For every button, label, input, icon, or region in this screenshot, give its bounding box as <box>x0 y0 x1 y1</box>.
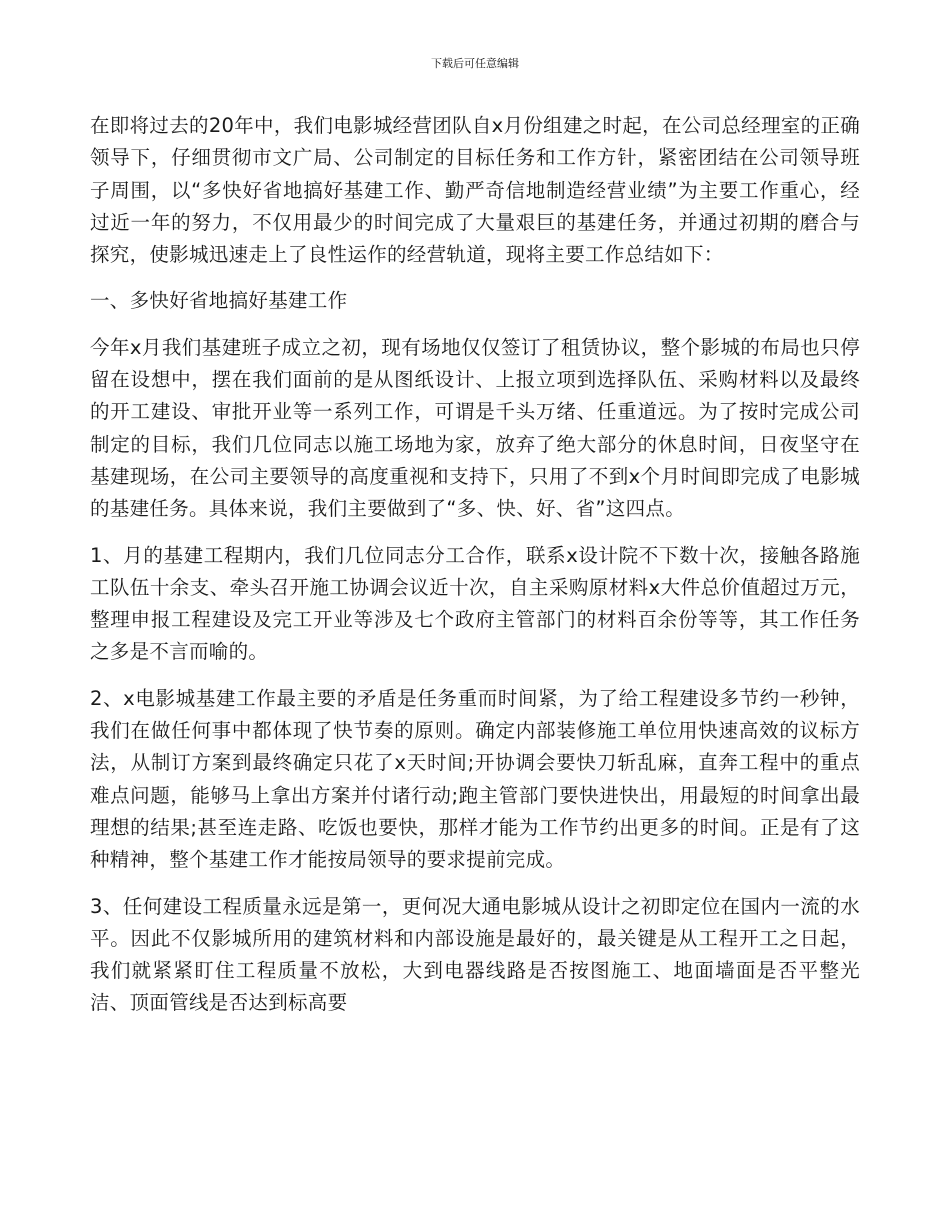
list-item-3: 3、任何建设工程质量永远是第一，更何况大通电影城从设计之初即定位在国内一流的水平。因此不仅影城所用的建筑材料和内部设施是最好的，最关键是从工程开工之日起，我们就紧紧盯住工程质量不放松，大到电器线路是否按图施工、地面墙面是否平整光洁、顶面管线是否达到标高要 <box>90 894 860 1015</box>
list-item-2: 2、x电影城基建工作最主要的矛盾是任务重而时间紧，为了给工程建设多节约一秒钟，我们在做任何事中都体现了快节奏的原则。确定内部装修施工单位用快速高效的议标方法，从制订方案到最终确定只花了x天时间;开协调会要快刀斩乱麻，直奔工程中的重点难点问题，能够马上拿出方案并付诸行动;跑主管部门要快进快出，用最短的时间拿出最理想的结果;甚至连走路、吃饭也要快，那样才能为工作节约出更多的时间。正是有了这种精神，整个基建工作才能按局领导的要求提前完成。 <box>90 686 860 872</box>
intro-paragraph: 在即将过去的20年中，我们电影城经营团队自x月份组建之时起，在公司总经理室的正确领导下，仔细贯彻市文广局、公司制定的目标任务和工作方针，紧密团结在公司领导班子周围，以“多快好省地搞好基建工作、勤严奇信地制造经营业绩”为主要工作重心，经过近一年的努力，不仅用最少的时间完成了大量艰巨的基建任务，并通过初期的磨合与探究，使影城迅速走上了良性运作的经营轨道，现将主要工作总结如下： <box>90 114 860 267</box>
document-body <box>90 110 860 1020</box>
body-paragraph: 今年x月我们基建班子成立之初，现有场地仅仅签订了租赁协议，整个影城的布局也只停留在设想中，摆在我们面前的是从图纸设计、上报立项到选择队伍、采购材料以及最终的开工建设、审批开业等一系列工作，可谓是千头万绪、任重道远。为了按时完成公司制定的目标，我们几位同志以施工场地为家，放弃了绝大部分的休息时间，日夜坚守在基建现场，在公司主要领导的高度重视和支持下，只用了不到x个月时间即完成了电影城的基建任务。具体来说，我们主要做到了“多、快、好、省”这四点。 <box>90 335 860 521</box>
list-item-1: 1、月的基建工程期内，我们几位同志分工合作，联系x设计院不下数十次，接触各路施工队伍十余支、牵头召开施工协调会议近十次，自主采购原材料x大件总价值超过万元，整理申报工程建设及完工开业等涉及七个政府主管部门的材料百余份等等，其工作任务之多是不言而喻的。 <box>90 543 860 664</box>
section-heading: 一、多快好省地搞好基建工作 <box>90 289 348 313</box>
page-header: 下载后可任意编辑 <box>431 57 519 70</box>
